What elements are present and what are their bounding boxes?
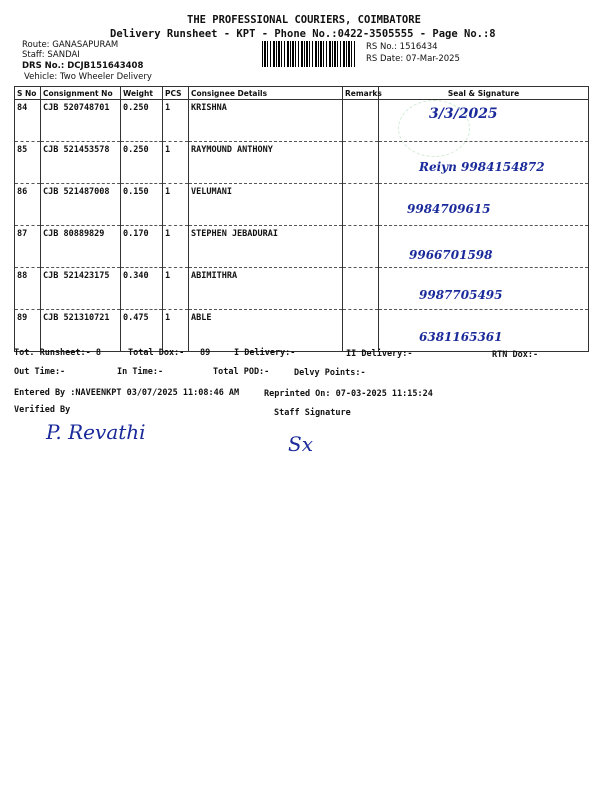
- verified-by-label: Verified By: [14, 405, 71, 415]
- cell-signature: [379, 268, 589, 310]
- entered-by: Entered By :NAVEENKPT 03/07/2025 11:08:46 AM: [14, 388, 240, 398]
- cell-weight: 0.150: [121, 184, 163, 226]
- col-header-consignee: Consignee Details: [189, 87, 343, 100]
- cell-consignment: CJB 521423175: [41, 268, 121, 310]
- total-pod: Total POD:-: [213, 367, 270, 377]
- cell-weight: 0.475: [121, 310, 163, 352]
- col-header-signature: Seal & Signature: [379, 87, 589, 100]
- cell-consignment: CJB 521453578: [41, 142, 121, 184]
- col-header-consignment: Consignment No: [41, 87, 121, 100]
- col-header-pcs: PCS: [163, 87, 189, 100]
- company-title: THE PROFESSIONAL COURIERS, COIMBATORE: [187, 14, 421, 26]
- tot-runsheet: Tot. Runsheet:- 8: [14, 348, 101, 358]
- faded-stamp: [398, 100, 470, 157]
- cell-consignee: STEPHEN JEBADURAI: [189, 226, 343, 268]
- cell-consignment: CJB 520748701: [41, 100, 121, 142]
- delvy-points: Delvy Points:-: [294, 368, 366, 378]
- cell-consignee: RAYMOUND ANTHONY: [189, 142, 343, 184]
- runsheet-subtitle: Delivery Runsheet - KPT - Phone No.:0422-3505555 - Page No.:8: [110, 28, 496, 40]
- table-row: [15, 268, 589, 310]
- cell-consignee: ABLE: [189, 310, 343, 352]
- col-header-remarks: Remarks: [343, 87, 379, 100]
- cell-pcs: 1: [163, 268, 189, 310]
- table-header-row: [15, 87, 589, 100]
- cell-weight: 0.250: [121, 142, 163, 184]
- signature-87: 9966701598: [409, 248, 493, 262]
- cell-weight: 0.170: [121, 226, 163, 268]
- cell-consignee: VELUMANI: [189, 184, 343, 226]
- cell-pcs: 1: [163, 310, 189, 352]
- reprinted-on: Reprinted On: 07-03-2025 11:15:24: [264, 389, 433, 399]
- staff-signature-label: Staff Signature: [274, 408, 351, 418]
- cell-consignment: CJB 521310721: [41, 310, 121, 352]
- total-dox-value: 89: [200, 348, 211, 358]
- cell-weight: 0.340: [121, 268, 163, 310]
- vehicle-label: Vehicle: Two Wheeler Delivery: [24, 72, 152, 82]
- cell-remarks: [343, 268, 379, 310]
- rs-number: RS No.: 1516434: [366, 42, 438, 52]
- signature-86: 9984709615: [407, 202, 491, 216]
- cell-consignment: CJB 521487008: [41, 184, 121, 226]
- runsheet-table: [14, 86, 589, 352]
- signature-85: Reiyn 9984154872: [419, 160, 545, 174]
- table-row: [15, 226, 589, 268]
- drs-number: DRS No.: DCJB151643408: [22, 61, 144, 71]
- cell-sno: 85: [15, 142, 41, 184]
- signature-84: 3/3/2025: [429, 106, 498, 122]
- cell-signature: [379, 226, 589, 268]
- cell-pcs: 1: [163, 100, 189, 142]
- in-time: In Time:-: [117, 367, 164, 377]
- staff-label: Staff: SANDAI: [22, 50, 80, 60]
- cell-sno: 84: [15, 100, 41, 142]
- cell-sno: 86: [15, 184, 41, 226]
- cell-remarks: [343, 184, 379, 226]
- cell-remarks: [343, 310, 379, 352]
- out-time: Out Time:-: [14, 367, 66, 377]
- i-delivery: I Delivery:-: [234, 348, 296, 358]
- cell-weight: 0.250: [121, 100, 163, 142]
- cell-pcs: 1: [163, 226, 189, 268]
- col-header-weight: Weight: [121, 87, 163, 100]
- verifier-signature: P. Revathi: [46, 420, 146, 444]
- cell-consignee: ABIMITHRA: [189, 268, 343, 310]
- cell-sno: 89: [15, 310, 41, 352]
- cell-remarks: [343, 226, 379, 268]
- cell-consignee: KRISHNA: [189, 100, 343, 142]
- route-label: Route: GANASAPURAM: [22, 40, 119, 50]
- signature-88: 9987705495: [419, 288, 503, 302]
- table-row: [15, 310, 589, 352]
- cell-remarks: [343, 142, 379, 184]
- col-header-sno: S No: [15, 87, 41, 100]
- cell-sno: 87: [15, 226, 41, 268]
- table-row: [15, 184, 589, 226]
- cell-consignment: CJB 80889829: [41, 226, 121, 268]
- table-row: [15, 142, 589, 184]
- table-row: [15, 100, 589, 142]
- rs-date: RS Date: 07-Mar-2025: [366, 54, 460, 64]
- signature-89: 6381165361: [419, 330, 503, 344]
- ii-delivery: II Delivery:-: [346, 349, 413, 359]
- staff-signature: Sx: [288, 432, 313, 456]
- total-dox-label: Total Dox:-: [128, 348, 185, 358]
- cell-signature: [379, 310, 589, 352]
- cell-pcs: 1: [163, 142, 189, 184]
- cell-signature: [379, 184, 589, 226]
- barcode: [262, 41, 356, 67]
- cell-remarks: [343, 100, 379, 142]
- rtn-dox: RTN Dox:-: [492, 350, 539, 360]
- cell-pcs: 1: [163, 184, 189, 226]
- cell-sno: 88: [15, 268, 41, 310]
